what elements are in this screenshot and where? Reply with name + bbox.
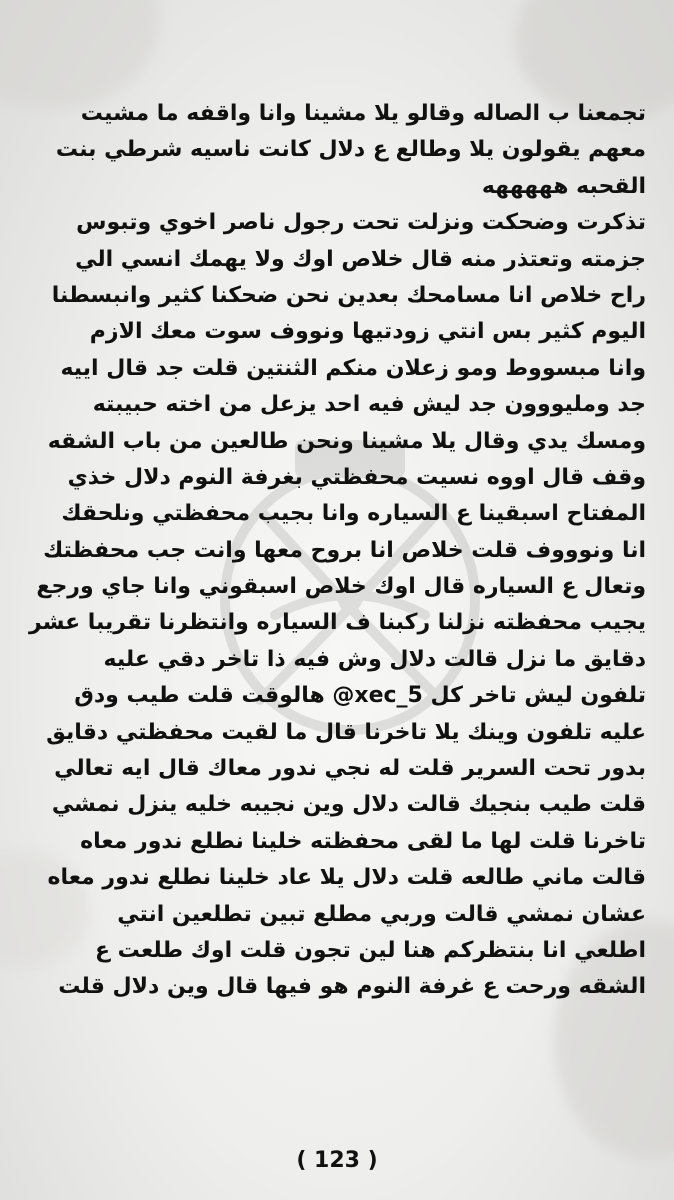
text-line: تلفون ليش تاخر كل xec_5@ هالوقت قلت طيب ودق bbox=[74, 683, 646, 709]
text-line: ومسك يدي وقال يلا مشينا ونحن طالعين من باب الشقه bbox=[47, 428, 646, 454]
text-line: عشان نمشي قالت وربي مطلع تبين تطلعين انتي bbox=[117, 901, 646, 927]
text-line: الشقه ورحت ع غرفة النوم هو فيها قال وين دلال قلت bbox=[58, 974, 646, 1000]
text-line: قالت ماني طالعه قلت دلال يلا عاد خلينا نطلع ندور معاه bbox=[47, 865, 646, 891]
text-line: وانا مبسووط ومو زعلان منكم الثنتين قلت جد قال اييه bbox=[60, 355, 646, 381]
text-line: عليه تلفون وينك يلا تاخرنا قال ما لقيت محفظتي دقايق bbox=[46, 719, 646, 745]
text-line: القحبه هههههه bbox=[481, 173, 646, 199]
text-line: يجيب محفظته نزلنا ركبنا ف السياره وانتظرنا تقريبا عشر bbox=[29, 610, 646, 636]
text-line: تجمعنا ب الصاله وقالو يلا مشينا وانا واقفه ما مشيت bbox=[80, 101, 646, 126]
text-line: المفتاح اسبقينا ع السياره وانا بجيب محفظتي ونلحقك bbox=[61, 501, 646, 527]
text-line: تذكرت وضحكت ونزلت تحت رجول ناصر اخوي وتبوس bbox=[76, 210, 646, 236]
text-line: وقف قال اووه نسيت محفظتي بغرفة النوم دلال خذي bbox=[67, 464, 646, 490]
text-line: وتعال ع السياره قال اوك خلاص اسبقوني وانا جاي ورجع bbox=[36, 574, 646, 600]
text-line: قلت طيب بنجيك قالت دلال وين نجيبه خليه ينزل نمشي bbox=[51, 792, 646, 818]
page-number: ( 123 ) bbox=[296, 1148, 378, 1173]
text-line: تاخرنا قلت لها ما لقى محفظته خلينا نطلع ندور معاه bbox=[80, 828, 646, 854]
text-line: انا ونوووف قلت خلاص انا بروح معها وانت جب محفظتك bbox=[43, 537, 646, 563]
text-line: اليوم كثير بس انتي زودتيها ونووف سوت معك الازم bbox=[89, 319, 646, 345]
text-line: بدور تحت السرير قلت له نجي ندور معاك قال ايه تعالي bbox=[54, 756, 646, 782]
text-line: جد ومليووون جد ليش فيه احد يزعل من اخته حبيبته bbox=[92, 392, 646, 418]
text-line: راح خلاص انا مسامحك بعدين نحن ضحكنا كثير وانبسطنا bbox=[51, 282, 646, 308]
text-line: اطلعي انا بنتظركم هنا لين تجون قلت اوك طلعت ع bbox=[94, 937, 646, 963]
text-line: دقايق ما نزل قالت دلال وش فيه ذا تاخر دقي عليه bbox=[103, 646, 646, 672]
text-line: معهم يقولون يلا وطالع ع دلال كانت ناسيه شرطي بنت bbox=[55, 137, 646, 163]
document-body bbox=[28, 96, 646, 1006]
text-line: جزمته وتعتذر منه قال خلاص اوك ولا يهمك انسي الي bbox=[75, 246, 646, 272]
